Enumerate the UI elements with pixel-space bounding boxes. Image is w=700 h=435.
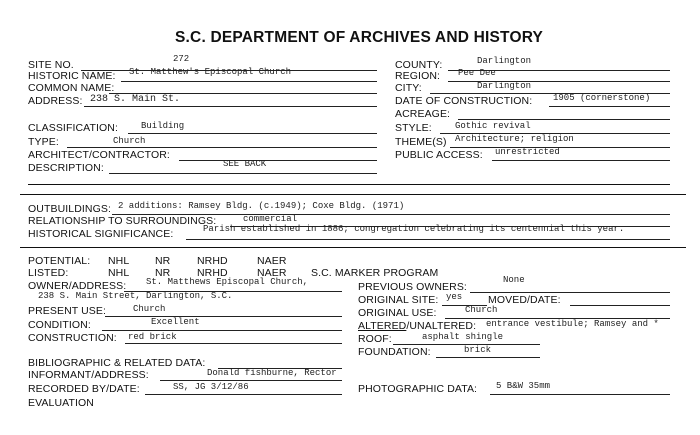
region-value: Pee Dee xyxy=(458,68,496,78)
present-use-underline xyxy=(105,316,342,317)
section-divider-2 xyxy=(20,247,686,248)
listed-nhl: NHL xyxy=(108,267,130,279)
historic-name-value: St. Matthew's Episcopal Church xyxy=(129,67,292,77)
significance-value: Parish established in 1886; congregation celebrating its centennial this year. xyxy=(203,224,625,234)
section-divider-1 xyxy=(20,194,686,195)
site-no-label: SITE NO. xyxy=(28,59,74,71)
construction-value: red brick xyxy=(128,332,177,342)
altered-label-underlined: ALTERED xyxy=(358,320,407,332)
acreage-label: ACREAGE: xyxy=(395,108,451,120)
site-no-value: 272 xyxy=(173,54,190,64)
blank-line xyxy=(28,184,670,185)
owner-address-value: 238 S. Main Street, Darlington, S.C. xyxy=(38,291,233,301)
recorded-underline xyxy=(145,394,342,395)
themes-underline xyxy=(450,147,670,148)
address-label: ADDRESS: xyxy=(28,95,83,107)
condition-value: Excellent xyxy=(151,317,200,327)
type-underline xyxy=(67,147,377,148)
condition-label: CONDITION: xyxy=(28,319,91,331)
informant-value: Donald fishburne, Rector xyxy=(207,368,337,378)
original-site-value: yes xyxy=(446,292,463,302)
potential-naer: NAER xyxy=(257,255,287,267)
foundation-underline xyxy=(436,357,540,358)
significance-underline xyxy=(186,239,670,240)
relationship-value: commercial xyxy=(243,214,298,224)
description-value: SEE BACK xyxy=(223,159,267,169)
listed-naer: NAER xyxy=(257,267,287,279)
address-underline xyxy=(84,106,377,107)
acreage-underline xyxy=(458,119,670,120)
moved-date-underline xyxy=(570,305,670,306)
public-access-underline xyxy=(492,160,670,161)
date-construction-label: DATE OF CONSTRUCTION: xyxy=(395,95,533,107)
previous-owners-value: None xyxy=(503,275,525,285)
historic-name-underline xyxy=(121,81,377,82)
photographic-underline xyxy=(490,394,670,395)
outbuildings-value: 2 additions: Ramsey Bldg. (c.1949); Coxe Bldg. (1971) xyxy=(118,201,405,211)
county-value: Darlington xyxy=(477,56,532,66)
description-underline xyxy=(109,173,377,174)
type-label: TYPE: xyxy=(28,136,59,148)
significance-label: HISTORICAL SIGNIFICANCE: xyxy=(28,228,174,240)
common-name-label: COMMON NAME: xyxy=(28,82,115,94)
historic-name-label: HISTORIC NAME: xyxy=(28,70,116,82)
style-label: STYLE: xyxy=(395,122,432,134)
relationship-label: RELATIONSHIP TO SURROUNDINGS: xyxy=(28,215,217,227)
classification-label: CLASSIFICATION: xyxy=(28,122,118,134)
present-use-label: PRESENT USE: xyxy=(28,305,107,317)
marker-program-label: S.C. MARKER PROGRAM xyxy=(311,267,439,279)
previous-owners-underline xyxy=(470,292,670,293)
page-title: S.C. DEPARTMENT OF ARCHIVES AND HISTORY xyxy=(175,29,544,46)
altered-label-rest: /UNALTERED: xyxy=(406,320,477,332)
present-use-value: Church xyxy=(133,304,166,314)
photographic-value: 5 B&W 35mm xyxy=(496,381,551,391)
altered-value: entrance vestibule; Ramsey and * xyxy=(486,319,659,329)
foundation-label: FOUNDATION: xyxy=(358,346,431,358)
bibliographic-label: BIBLIOGRAPHIC & RELATED DATA: xyxy=(28,357,206,369)
original-use-value: Church xyxy=(465,305,498,315)
previous-owners-label: PREVIOUS OWNERS: xyxy=(358,281,467,293)
region-label: REGION: xyxy=(395,70,441,82)
listed-label: LISTED: xyxy=(28,267,69,279)
city-value: Darlington xyxy=(477,81,532,91)
foundation-value: brick xyxy=(464,345,492,355)
recorded-label: RECORDED BY/DATE: xyxy=(28,383,140,395)
roof-value: asphalt shingle xyxy=(422,332,504,342)
style-value: Gothic revival xyxy=(455,121,531,131)
construction-label: CONSTRUCTION: xyxy=(28,332,117,344)
evaluation-label: EVALUATION xyxy=(28,397,94,409)
owner-label: OWNER/ADDRESS: xyxy=(28,280,127,292)
description-label: DESCRIPTION: xyxy=(28,162,104,174)
potential-nrhd: NRHD xyxy=(197,255,228,267)
architect-label: ARCHITECT/CONTRACTOR: xyxy=(28,149,170,161)
date-construction-value: 1905 (cornerstone) xyxy=(553,93,651,103)
address-value: 238 S. Main St. xyxy=(90,94,181,105)
listed-nrhd: NRHD xyxy=(197,267,228,279)
public-access-label: PUBLIC ACCESS: xyxy=(395,149,483,161)
recorded-value: SS, JG 3/12/86 xyxy=(173,382,249,392)
architect-underline xyxy=(179,160,377,161)
informant-label: INFORMANT/ADDRESS: xyxy=(28,369,149,381)
altered-label xyxy=(358,321,476,332)
potential-label: POTENTIAL: xyxy=(28,255,91,267)
moved-date-label: MOVED/DATE: xyxy=(488,294,561,306)
photographic-label: PHOTOGRAPHIC DATA: xyxy=(358,383,478,395)
condition-underline xyxy=(102,330,342,331)
date-construction-underline xyxy=(549,106,670,107)
potential-nr: NR xyxy=(155,255,171,267)
owner-value: St. Matthews Episcopal Church, xyxy=(146,277,309,287)
informant-underline xyxy=(160,380,342,381)
classification-value: Building xyxy=(141,121,185,131)
themes-label: THEME(S) xyxy=(395,136,447,148)
type-value: Church xyxy=(113,136,146,146)
themes-value: Architecture; religion xyxy=(455,134,574,144)
county-label: COUNTY: xyxy=(395,59,443,71)
public-access-value: unrestricted xyxy=(495,147,560,157)
listed-nr: NR xyxy=(155,267,171,279)
potential-nhl: NHL xyxy=(108,255,130,267)
construction-underline xyxy=(125,343,342,344)
classification-underline xyxy=(128,133,377,134)
roof-label: ROOF: xyxy=(358,333,392,345)
original-site-label: ORIGINAL SITE: xyxy=(358,294,439,306)
city-label: CITY: xyxy=(395,82,422,94)
outbuildings-label: OUTBUILDINGS: xyxy=(28,203,111,215)
original-use-label: ORIGINAL USE: xyxy=(358,307,437,319)
